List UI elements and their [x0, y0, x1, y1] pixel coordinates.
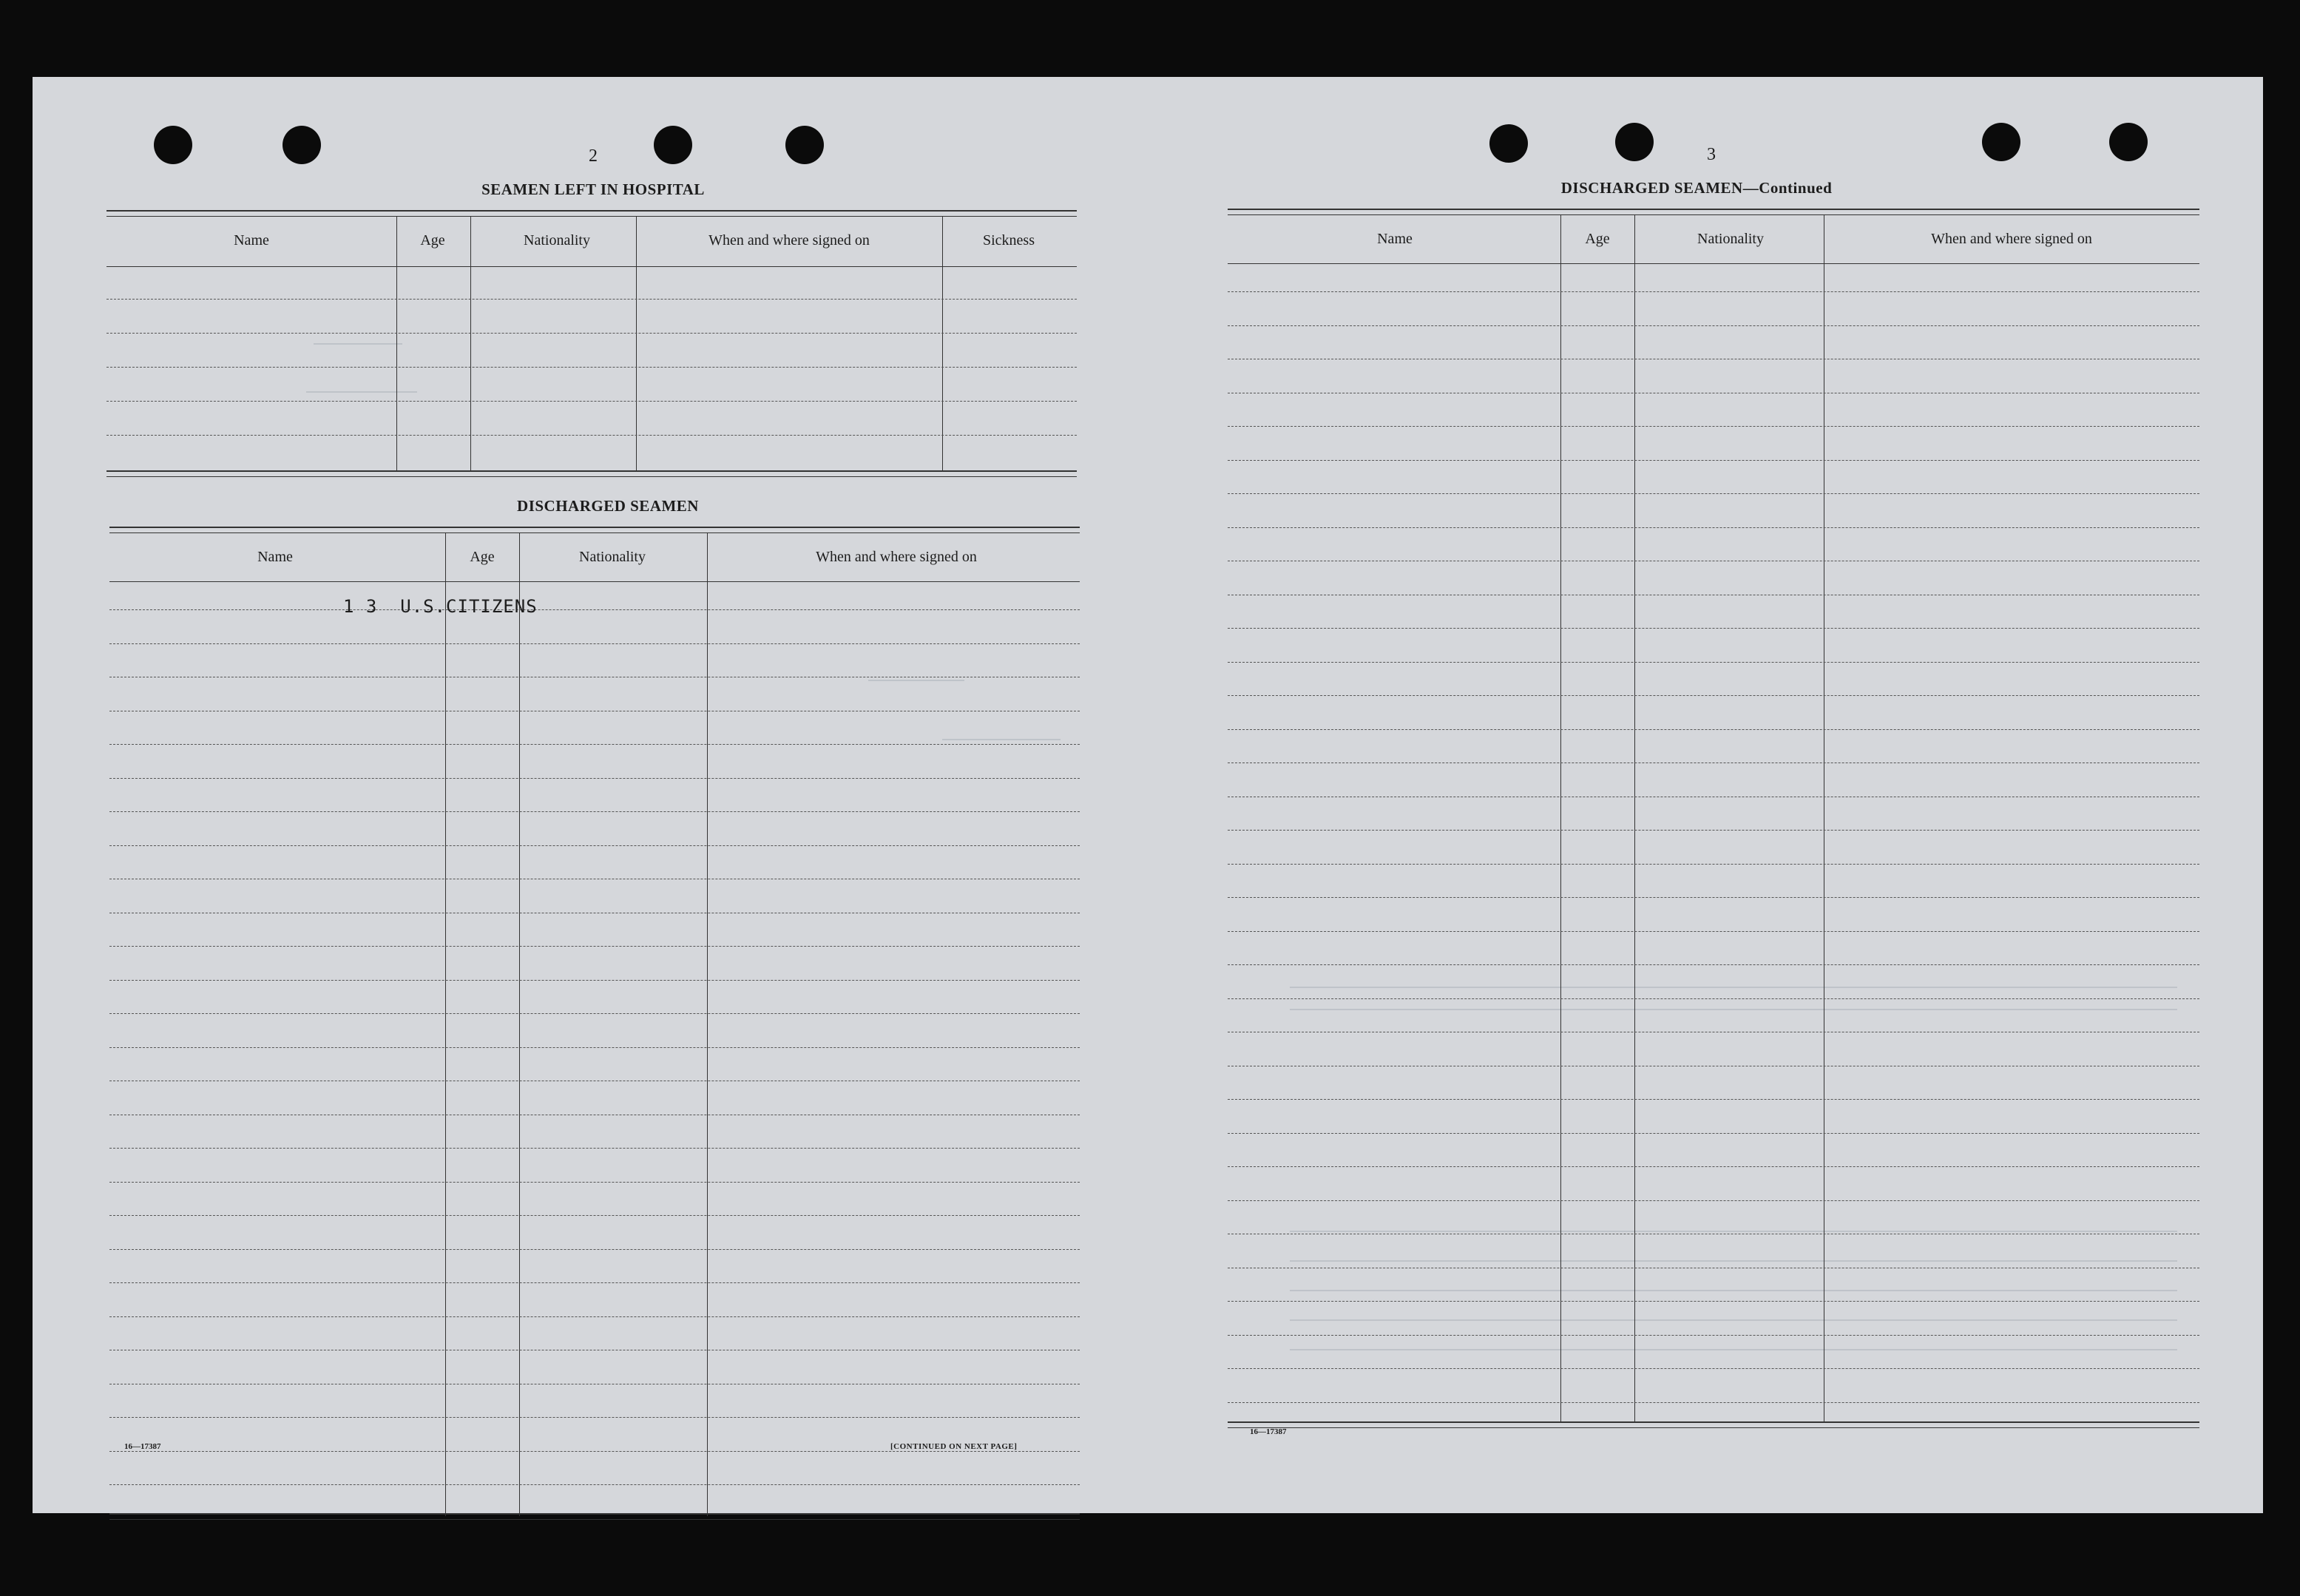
table-top-rule: [109, 527, 1080, 533]
table-row: [1228, 460, 2199, 461]
table-row: [109, 1282, 1080, 1283]
table-row: [1228, 931, 2199, 932]
punch-hole: [2109, 123, 2148, 161]
col-header-signed-on: When and where signed on: [708, 232, 870, 248]
column-divider: [470, 216, 471, 470]
table-row: [1228, 662, 2199, 663]
table-row: [1228, 1368, 2199, 1369]
right-section-title: [1561, 179, 1832, 197]
col-header-age: Age: [1585, 231, 1610, 247]
column-divider: [942, 216, 943, 470]
table-row: [1228, 830, 2199, 831]
table-row: [109, 1249, 1080, 1250]
table-row: [109, 609, 1080, 610]
document-sheet: [33, 77, 2263, 1513]
col-header-nationality: Nationality: [524, 232, 590, 248]
table-row: [1228, 998, 2199, 999]
table-row: [1228, 864, 2199, 865]
table-row: [1228, 1301, 2199, 1302]
table-row: [106, 299, 1077, 300]
col-header-age: Age: [470, 549, 495, 565]
table-row: [1228, 527, 2199, 528]
punch-hole: [654, 126, 692, 164]
table-row: [109, 1417, 1080, 1418]
header-rule: [1228, 263, 2199, 264]
table-row: [109, 1013, 1080, 1014]
column-divider: [636, 216, 637, 470]
table-row: [1228, 1166, 2199, 1167]
continued-note: [CONTINUED ON NEXT PAGE]: [890, 1442, 1018, 1451]
table-row: [109, 1484, 1080, 1485]
table-row: [109, 643, 1080, 644]
typed-entry: 1 3 U.S.CITIZENS: [343, 596, 538, 617]
punch-hole: [283, 126, 321, 164]
right-section-title-main: DISCHARGED SEAMEN: [1560, 179, 1743, 197]
right-section-title-suffix: —Continued: [1742, 179, 1833, 197]
table-row: [1228, 1200, 2199, 1201]
table-row: [109, 1182, 1080, 1183]
table-row: [106, 367, 1077, 368]
col-header-name: Name: [257, 549, 293, 565]
punch-hole: [785, 126, 824, 164]
table-row: [106, 333, 1077, 334]
col-header-name: Name: [1377, 231, 1413, 247]
table-bottom-rule: [106, 470, 1077, 477]
discharged-section-title: DISCHARGED SEAMEN: [517, 497, 699, 515]
table-row: [1228, 426, 2199, 427]
table-row: [1228, 964, 2199, 965]
table-row: [1228, 291, 2199, 292]
col-header-signed-on: When and where signed on: [1931, 231, 2092, 247]
table-row: [1228, 729, 2199, 730]
table-row: [109, 1316, 1080, 1317]
table-row: [109, 1215, 1080, 1216]
header-rule: [106, 266, 1077, 267]
col-header-sickness: Sickness: [983, 232, 1035, 248]
table-row: [109, 744, 1080, 745]
table-row: [106, 401, 1077, 402]
table-row: [1228, 897, 2199, 898]
right-page-number: 3: [1707, 145, 1716, 164]
table-row: [109, 845, 1080, 846]
discharged-table: [109, 527, 1080, 1522]
table-row: [109, 980, 1080, 981]
table-row: [109, 1047, 1080, 1048]
column-divider: [1634, 214, 1635, 1423]
table-row: [109, 1148, 1080, 1149]
hospital-table: [106, 210, 1077, 478]
punch-hole: [1489, 124, 1528, 163]
table-row: [1228, 695, 2199, 696]
table-row: [1228, 1402, 2199, 1403]
right-form-number: 16—17387: [1250, 1427, 1287, 1436]
punch-hole: [154, 126, 192, 164]
table-row: [109, 811, 1080, 812]
column-divider: [707, 532, 708, 1516]
table-bottom-rule: [109, 1513, 1080, 1520]
table-row: [109, 946, 1080, 947]
form-number: 16—17387: [124, 1442, 161, 1451]
col-header-nationality: Nationality: [579, 549, 646, 565]
column-divider: [1560, 214, 1561, 1423]
table-row: [1228, 493, 2199, 494]
table-row: [1228, 1133, 2199, 1134]
column-divider: [519, 532, 520, 1516]
col-header-age: Age: [420, 232, 445, 248]
column-divider: [445, 532, 446, 1516]
col-header-signed-on: When and where signed on: [816, 549, 977, 565]
punch-hole: [1615, 123, 1654, 161]
table-row: [106, 435, 1077, 436]
table-top-rule: [106, 210, 1077, 217]
col-header-nationality: Nationality: [1697, 231, 1764, 247]
left-page-number: 2: [589, 146, 598, 166]
table-top-rule: [1228, 209, 2199, 215]
col-header-name: Name: [234, 232, 269, 248]
table-row: [1228, 1335, 2199, 1336]
table-row: [1228, 1099, 2199, 1100]
table-row: [109, 778, 1080, 779]
hospital-section-title: SEAMEN LEFT IN HOSPITAL: [481, 180, 705, 198]
table-bottom-rule: [1228, 1421, 2199, 1428]
column-divider: [396, 216, 397, 470]
table-row: [1228, 628, 2199, 629]
header-rule: [109, 581, 1080, 582]
table-row: [1228, 325, 2199, 326]
discharged-continued-table: [1228, 209, 2199, 1436]
punch-hole: [1982, 123, 2020, 161]
